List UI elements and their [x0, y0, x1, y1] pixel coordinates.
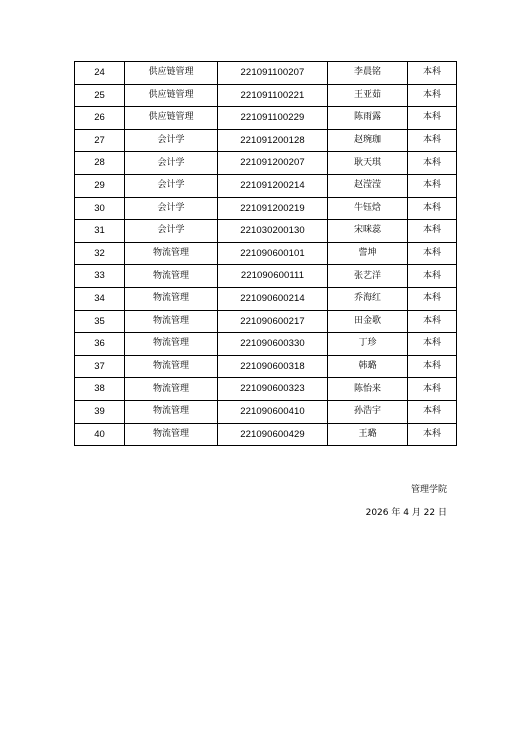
- row-number: 37: [75, 355, 125, 378]
- major-cell: 物流管理: [125, 310, 218, 333]
- student-name-cell: 孙浩宇: [328, 400, 408, 423]
- degree-level-cell: 本科: [408, 220, 457, 243]
- student-id-cell: 221090600111: [218, 265, 328, 288]
- student-name-cell: 陈雨露: [328, 107, 408, 130]
- issue-date: 2026 年 4 月 22 日: [365, 508, 447, 518]
- signature-block: [366, 482, 447, 518]
- student-list-table: [74, 61, 457, 446]
- row-number: 35: [75, 310, 125, 333]
- degree-level-cell: 本科: [408, 310, 457, 333]
- table-row: [75, 242, 457, 265]
- row-number: 29: [75, 174, 125, 197]
- degree-level-cell: 本科: [408, 400, 457, 423]
- student-name-cell: 李晨铭: [328, 62, 408, 85]
- student-name-cell: 王亚茹: [328, 84, 408, 107]
- student-id-cell: 221090600410: [218, 400, 328, 423]
- row-number: 31: [75, 220, 125, 243]
- student-name-cell: 丁珍: [328, 333, 408, 356]
- degree-level-cell: 本科: [408, 242, 457, 265]
- major-cell: 物流管理: [125, 400, 218, 423]
- table-row: [75, 333, 457, 356]
- issuing-department: 管理学院: [410, 485, 447, 495]
- major-cell: 会计学: [125, 220, 218, 243]
- student-id-cell: 221091100207: [218, 62, 328, 85]
- student-list-body: [75, 62, 457, 446]
- degree-level-cell: 本科: [408, 287, 457, 310]
- table-row: [75, 107, 457, 130]
- row-number: 25: [75, 84, 125, 107]
- table-row: [75, 378, 457, 401]
- major-cell: 会计学: [125, 129, 218, 152]
- table-row: [75, 152, 457, 175]
- major-cell: 供应链管理: [125, 62, 218, 85]
- student-id-cell: 221091200128: [218, 129, 328, 152]
- row-number: 38: [75, 378, 125, 401]
- student-name-cell: 乔海红: [328, 287, 408, 310]
- table-row: [75, 129, 457, 152]
- row-number: 36: [75, 333, 125, 356]
- student-id-cell: 221090600323: [218, 378, 328, 401]
- degree-level-cell: 本科: [408, 378, 457, 401]
- student-name-cell: 田金歌: [328, 310, 408, 333]
- student-id-cell: 221090600318: [218, 355, 328, 378]
- major-cell: 物流管理: [125, 378, 218, 401]
- student-name-cell: 牛钰焓: [328, 197, 408, 220]
- student-id-cell: 221091100221: [218, 84, 328, 107]
- row-number: 40: [75, 423, 125, 446]
- table-row: [75, 197, 457, 220]
- table-row: [75, 265, 457, 288]
- degree-level-cell: 本科: [408, 174, 457, 197]
- table-row: [75, 355, 457, 378]
- student-name-cell: 陈怡来: [328, 378, 408, 401]
- student-name-cell: 赵滢滢: [328, 174, 408, 197]
- student-id-cell: 221090600214: [218, 287, 328, 310]
- degree-level-cell: 本科: [408, 333, 457, 356]
- major-cell: 物流管理: [125, 242, 218, 265]
- degree-level-cell: 本科: [408, 129, 457, 152]
- degree-level-cell: 本科: [408, 107, 457, 130]
- student-id-cell: 221090600101: [218, 242, 328, 265]
- student-name-cell: 王璐: [328, 423, 408, 446]
- row-number: 34: [75, 287, 125, 310]
- row-number: 32: [75, 242, 125, 265]
- table-row: [75, 287, 457, 310]
- student-name-cell: 韩璐: [328, 355, 408, 378]
- table-row: [75, 423, 457, 446]
- major-cell: 物流管理: [125, 333, 218, 356]
- major-cell: 物流管理: [125, 287, 218, 310]
- degree-level-cell: 本科: [408, 423, 457, 446]
- major-cell: 供应链管理: [125, 84, 218, 107]
- student-name-cell: 张艺洋: [328, 265, 408, 288]
- major-cell: 物流管理: [125, 265, 218, 288]
- table-row: [75, 174, 457, 197]
- major-cell: 供应链管理: [125, 107, 218, 130]
- major-cell: 物流管理: [125, 423, 218, 446]
- degree-level-cell: 本科: [408, 197, 457, 220]
- table-row: [75, 84, 457, 107]
- student-name-cell: 赵琬珈: [328, 129, 408, 152]
- student-id-cell: 221091200214: [218, 174, 328, 197]
- major-cell: 会计学: [125, 152, 218, 175]
- row-number: 30: [75, 197, 125, 220]
- degree-level-cell: 本科: [408, 84, 457, 107]
- student-name-cell: 耿天琪: [328, 152, 408, 175]
- degree-level-cell: 本科: [408, 355, 457, 378]
- table-row: [75, 400, 457, 423]
- row-number: 27: [75, 129, 125, 152]
- degree-level-cell: 本科: [408, 265, 457, 288]
- student-name-cell: 宋咪蕊: [328, 220, 408, 243]
- student-id-cell: 221030200130: [218, 220, 328, 243]
- student-id-cell: 221090600429: [218, 423, 328, 446]
- student-id-cell: 221090600330: [218, 333, 328, 356]
- row-number: 24: [75, 62, 125, 85]
- student-id-cell: 221090600217: [218, 310, 328, 333]
- student-id-cell: 221091200219: [218, 197, 328, 220]
- table-row: [75, 220, 457, 243]
- row-number: 39: [75, 400, 125, 423]
- degree-level-cell: 本科: [408, 62, 457, 85]
- row-number: 26: [75, 107, 125, 130]
- major-cell: 会计学: [125, 197, 218, 220]
- row-number: 28: [75, 152, 125, 175]
- student-id-cell: 221091100229: [218, 107, 328, 130]
- major-cell: 会计学: [125, 174, 218, 197]
- major-cell: 物流管理: [125, 355, 218, 378]
- student-id-cell: 221091200207: [218, 152, 328, 175]
- table-row: [75, 62, 457, 85]
- student-name-cell: 訾坤: [328, 242, 408, 265]
- table-row: [75, 310, 457, 333]
- row-number: 33: [75, 265, 125, 288]
- degree-level-cell: 本科: [408, 152, 457, 175]
